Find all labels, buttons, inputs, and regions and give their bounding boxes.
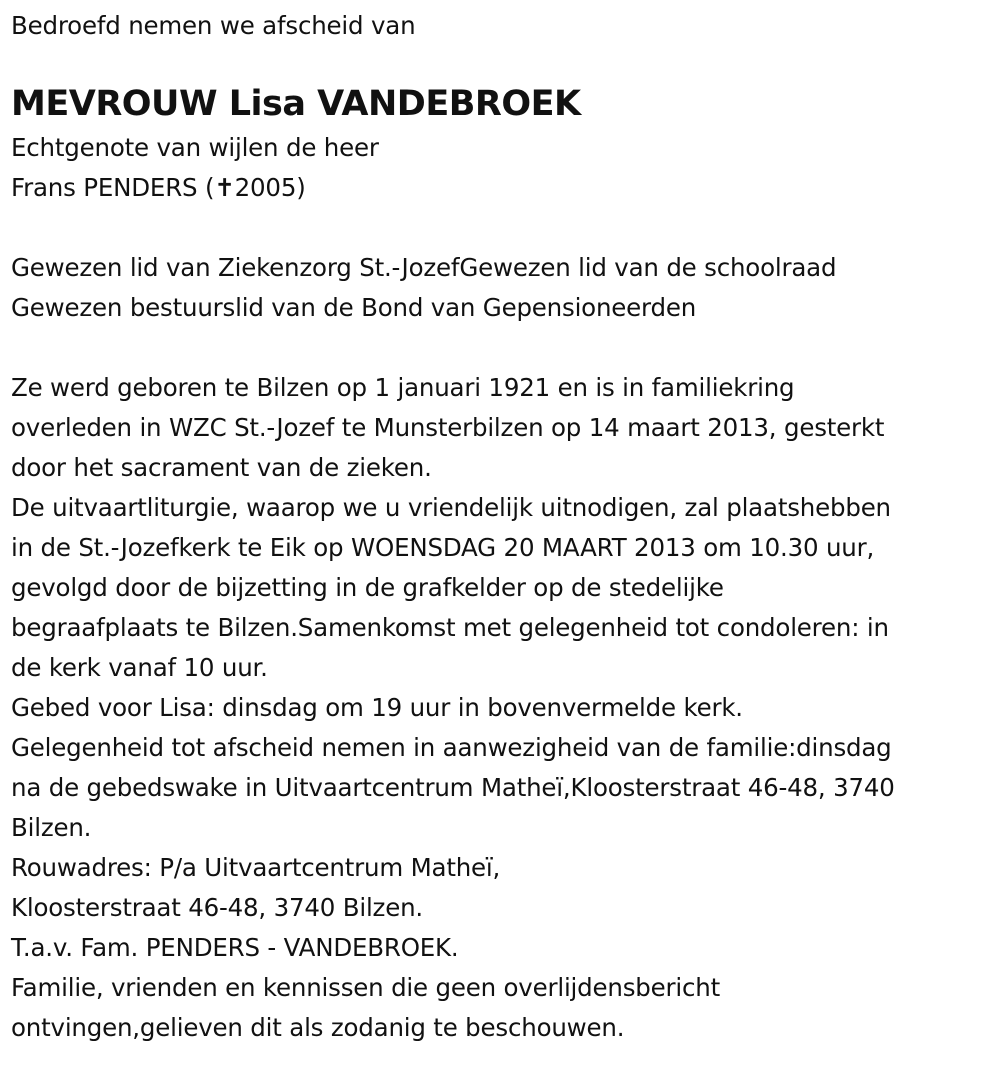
deceased-name: MEVROUW Lisa VANDEBROEK bbox=[11, 84, 581, 124]
body-line: gevolgd door de bijzetting in de grafkelder op de stedelijke bbox=[11, 573, 724, 602]
body-line: na de gebedswake in Uitvaartcentrum Matheï,Kloosterstraat 46-48, 3740 bbox=[11, 773, 895, 802]
body-line: Ze werd geboren te Bilzen op 1 januari 1921 en is in familiekring bbox=[11, 373, 795, 402]
spouse-line: Echtgenote van wijlen de heer bbox=[11, 133, 379, 162]
membership-line: Gewezen bestuurslid van de Bond van Gepensioneerden bbox=[11, 293, 697, 322]
spouse-line: Frans PENDERS (✝2005) bbox=[11, 173, 306, 202]
body-line: Rouwadres: P/a Uitvaartcentrum Matheï, bbox=[11, 853, 501, 882]
body-line: begraafplaats te Bilzen.Samenkomst met gelegenheid tot condoleren: in bbox=[11, 613, 889, 642]
body-line: Gebed voor Lisa: dinsdag om 19 uur in bovenvermelde kerk. bbox=[11, 693, 743, 722]
body-line: Gelegenheid tot afscheid nemen in aanwezigheid van de familie:dinsdag bbox=[11, 733, 892, 762]
body-line: door het sacrament van de zieken. bbox=[11, 453, 432, 482]
body-line: overleden in WZC St.-Jozef te Munsterbilzen op 14 maart 2013, gesterkt bbox=[11, 413, 885, 442]
spacer bbox=[11, 328, 996, 368]
spacer bbox=[11, 208, 996, 248]
body-line: de kerk vanaf 10 uur. bbox=[11, 653, 268, 682]
body-line: De uitvaartliturgie, waarop we u vriendelijk uitnodigen, zal plaatshebben bbox=[11, 493, 891, 522]
body-line: in de St.-Jozefkerk te Eik op WOENSDAG 20 MAART 2013 om 10.30 uur, bbox=[11, 533, 875, 562]
body-line: Familie, vrienden en kennissen die geen overlijdensbericht bbox=[11, 973, 720, 1002]
body-line: ontvingen,gelieven dit als zodanig te beschouwen. bbox=[11, 1013, 625, 1042]
intro-text: Bedroefd nemen we afscheid van bbox=[11, 11, 416, 40]
body-line: Kloosterstraat 46-48, 3740 Bilzen. bbox=[11, 893, 424, 922]
membership-line: Gewezen lid van Ziekenzorg St.-JozefGewezen lid van de schoolraad bbox=[11, 253, 837, 282]
body-line: Bilzen. bbox=[11, 813, 92, 842]
body-line: T.a.v. Fam. PENDERS - VANDEBROEK. bbox=[11, 933, 459, 962]
obituary-notice bbox=[11, 6, 996, 1048]
